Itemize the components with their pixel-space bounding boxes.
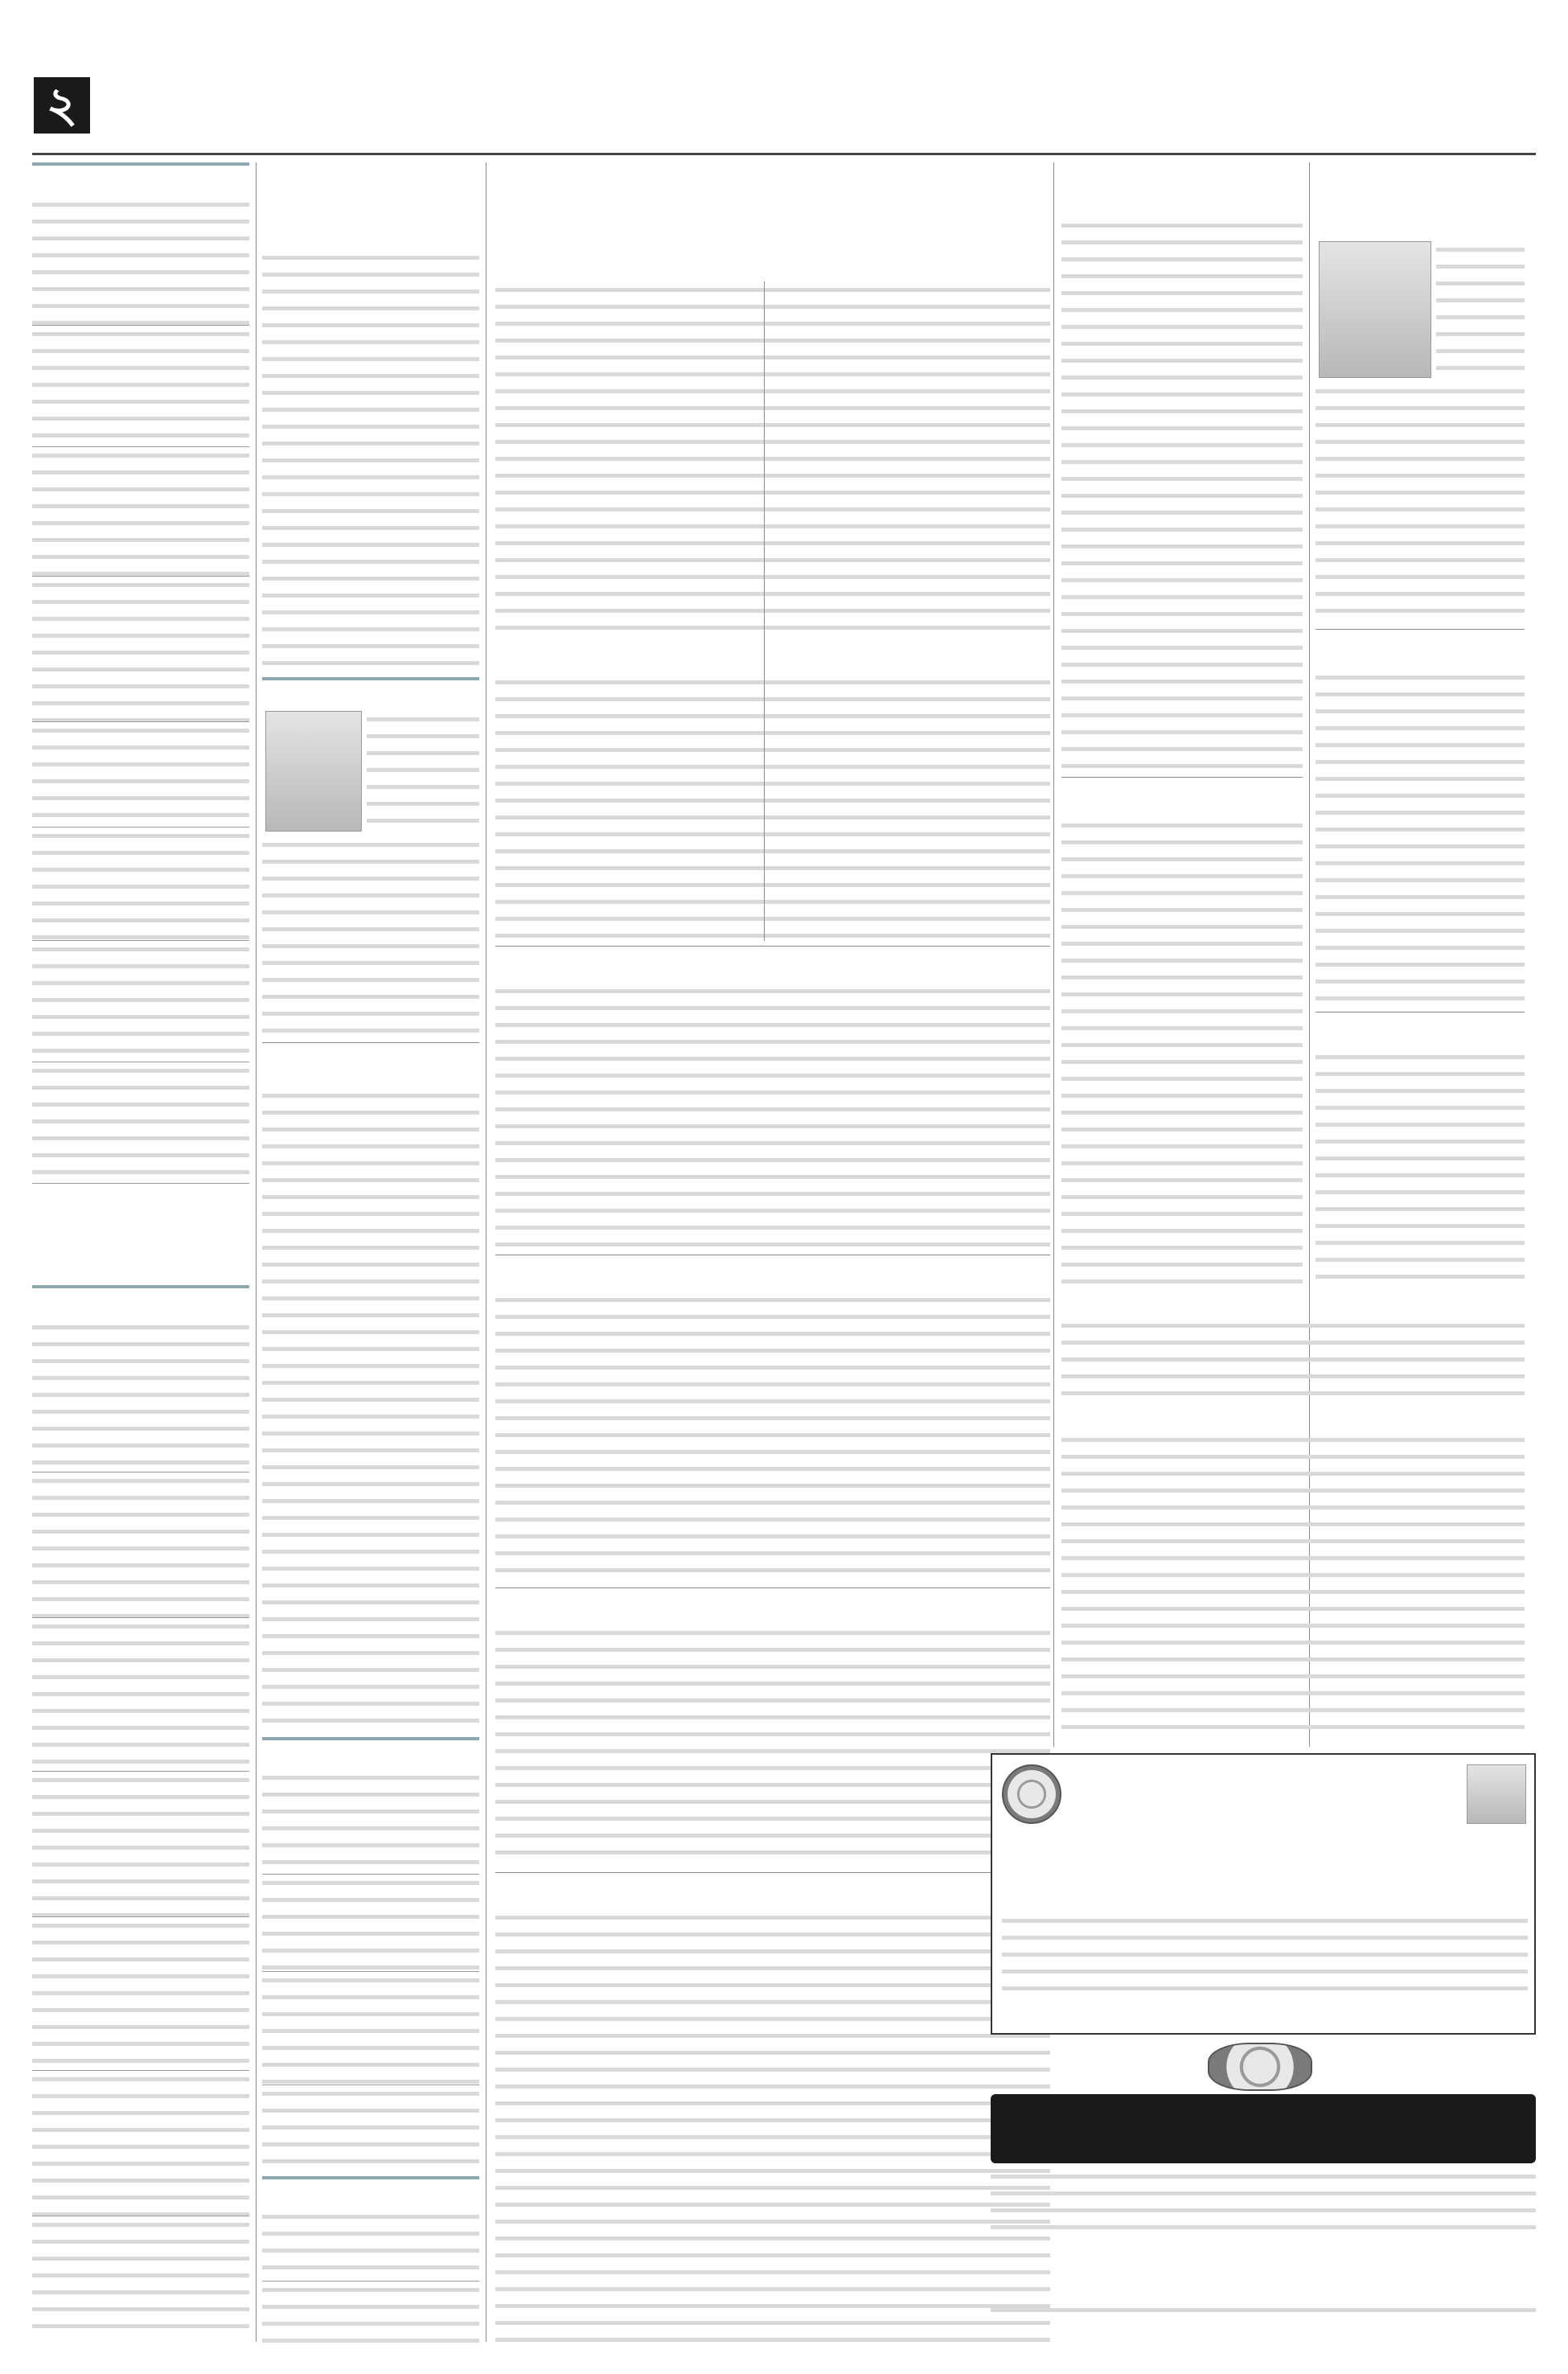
directorate xyxy=(1069,1787,1460,1809)
classifieds-subtitle xyxy=(32,1285,249,1288)
continued-body xyxy=(495,674,1050,939)
govt-name xyxy=(1069,1764,1460,1787)
column-divider xyxy=(1053,162,1054,1747)
classified-item xyxy=(32,1319,249,1472)
classified-item xyxy=(32,2071,249,2216)
muslim-body xyxy=(1061,1431,1525,1740)
classified-item xyxy=(32,1618,249,1772)
court-story-body xyxy=(262,249,479,672)
digital-body xyxy=(1061,1317,1525,1398)
notice-body xyxy=(1002,1912,1528,1996)
location xyxy=(1069,1809,1460,1832)
header-divider xyxy=(32,153,1536,155)
appeal-photo xyxy=(265,711,362,832)
bibidh-title xyxy=(262,2176,479,2179)
classified-item xyxy=(32,2216,249,2340)
air-force-emblem xyxy=(1208,2043,1312,2091)
government-emblem xyxy=(1002,1764,1061,1824)
classified-item xyxy=(32,1772,249,1917)
notice-title xyxy=(1002,1879,1528,1911)
bibidh-list xyxy=(262,2208,479,2345)
column-divider xyxy=(764,281,765,941)
amra-headline xyxy=(1061,783,1303,814)
tender-notice xyxy=(991,2043,1536,2345)
classified-item xyxy=(262,1972,479,2085)
reunion-body xyxy=(1316,669,1525,1007)
classified-item xyxy=(32,828,249,941)
section-divider xyxy=(495,1872,1050,1873)
main-body xyxy=(495,281,1050,635)
classified-item xyxy=(262,2208,479,2282)
classifieds-list-2 xyxy=(32,1319,249,2340)
case-headline xyxy=(1316,1018,1525,1045)
classified-item xyxy=(262,2282,479,2345)
section-divider xyxy=(262,1042,479,1043)
classified-item xyxy=(32,1062,249,1184)
death-anniversary-body xyxy=(1316,383,1525,624)
masthead-tagline xyxy=(1126,63,1520,79)
page-number: ২ xyxy=(34,77,90,133)
tender-closing xyxy=(991,2302,1536,2324)
section-divider xyxy=(1061,777,1303,778)
section-divider xyxy=(495,946,1050,947)
signatory xyxy=(1298,1996,1526,2014)
classified-item xyxy=(32,326,249,447)
website xyxy=(1069,1832,1460,1854)
dateline xyxy=(101,119,552,142)
reunion-headline xyxy=(1316,635,1525,666)
bus-headline xyxy=(1061,166,1303,214)
tender-banner xyxy=(991,2094,1536,2163)
kroy-title xyxy=(262,1737,479,1740)
memo-number xyxy=(1002,1859,1324,1875)
appeal-body-side xyxy=(367,711,479,832)
tender-list xyxy=(991,2236,1536,2300)
classified-item xyxy=(32,1472,249,1618)
classified-item xyxy=(32,577,249,722)
death-anniversary-name xyxy=(1316,166,1525,214)
jonoshakti-body xyxy=(495,1909,1050,2343)
khun-subhead xyxy=(495,1594,1050,1621)
column-divider xyxy=(256,162,257,2342)
classified-item xyxy=(262,1875,479,1972)
classified-item xyxy=(32,1917,249,2071)
classifieds-list xyxy=(32,196,249,1282)
notice-date xyxy=(1370,1859,1526,1875)
section-divider xyxy=(1316,629,1525,630)
notice-portrait xyxy=(1467,1764,1526,1824)
portrait-photo xyxy=(1319,241,1431,378)
classified-item xyxy=(262,1769,479,1875)
evm-subhead xyxy=(495,952,1050,980)
classified-item xyxy=(32,196,249,326)
international-subhead xyxy=(495,1261,1050,1288)
death-anniversary-title xyxy=(1316,216,1525,238)
amra-body xyxy=(1061,817,1303,1284)
tender-body xyxy=(991,2168,1536,2232)
digital-headline xyxy=(1061,1287,1525,1314)
govt-notice xyxy=(991,1753,1536,2035)
section-label xyxy=(101,77,262,125)
classified-item xyxy=(32,447,249,577)
muslim-headline xyxy=(1061,1401,1525,1428)
evm-body xyxy=(495,983,1050,1248)
masthead-logo xyxy=(1077,77,1528,158)
classified-item xyxy=(32,722,249,828)
court-story-headline xyxy=(262,162,479,227)
classified-item xyxy=(262,2085,479,2171)
bus-body xyxy=(1061,217,1303,772)
jonoshakti-subhead xyxy=(495,1879,1050,1906)
section-divider xyxy=(495,1587,1050,1588)
tender-signatory xyxy=(1296,2324,1536,2342)
appeal-title xyxy=(262,677,479,680)
continued-subhead xyxy=(495,643,1050,671)
kroy-list xyxy=(262,1769,479,2171)
case-body xyxy=(1316,1049,1525,1282)
nine-months-headline xyxy=(262,1049,479,1082)
khun-body xyxy=(495,1624,1050,1866)
classifieds-title xyxy=(32,162,249,166)
appeal-body xyxy=(262,836,479,1037)
nine-months-body xyxy=(262,1087,479,1731)
international-body xyxy=(495,1292,1050,1581)
classified-item xyxy=(32,941,249,1062)
designation xyxy=(1298,2014,1526,2031)
death-anniversary-caption xyxy=(1436,241,1525,378)
main-headline xyxy=(495,166,1050,254)
